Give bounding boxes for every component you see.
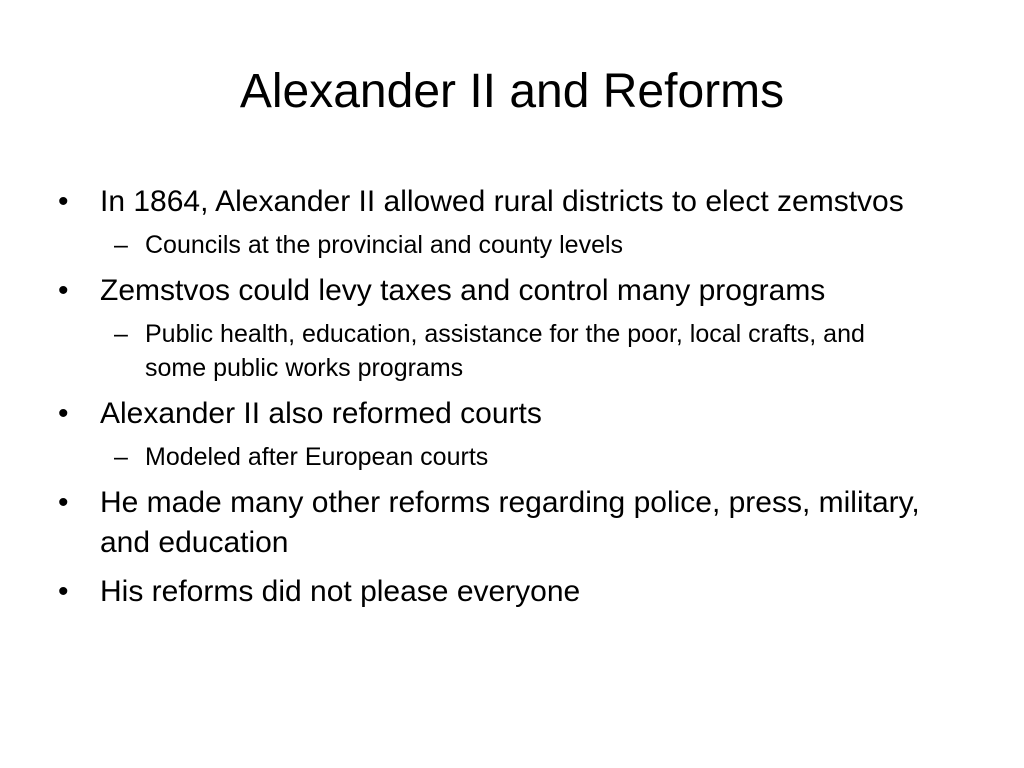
dash-icon: – [114, 320, 128, 348]
dash-icon: – [114, 231, 128, 259]
bullet-text: Alexander II also reformed courts [100, 397, 542, 430]
sub-bullet-item [100, 440, 895, 474]
sub-bullet-text: Modeled after European courts [145, 443, 489, 471]
bullet-item [56, 394, 956, 474]
bullet-list [56, 182, 956, 612]
sub-bullet-list [100, 228, 956, 262]
bullet-icon: • [58, 486, 69, 519]
bullet-item [56, 572, 956, 612]
sub-bullet-item [100, 228, 895, 262]
bullet-text: His reforms did not please everyone [100, 575, 581, 608]
bullet-text: He made many other reforms regarding police, press, military, and education [100, 486, 920, 559]
bullet-text: In 1864, Alexander II allowed rural districts to elect zemstvos [100, 185, 904, 218]
sub-bullet-item [100, 317, 895, 385]
sub-bullet-list [100, 440, 956, 474]
slide-title: Alexander II and Reforms [239, 65, 785, 118]
bullet-icon: • [58, 397, 69, 430]
bullet-icon: • [58, 185, 69, 218]
bullet-text: Zemstvos could levy taxes and control many programs [100, 274, 826, 307]
bullet-icon: • [58, 274, 69, 307]
sub-bullet-text: Councils at the provincial and county levels [145, 231, 624, 259]
bullet-item [56, 483, 956, 563]
sub-bullet-text: Public health, education, assistance for the poor, local crafts, and some public works programs [145, 320, 865, 382]
bullet-icon: • [58, 575, 69, 608]
sub-bullet-list [100, 317, 956, 385]
bullet-item [56, 182, 956, 262]
bullet-item [56, 271, 956, 385]
dash-icon: – [114, 443, 128, 471]
